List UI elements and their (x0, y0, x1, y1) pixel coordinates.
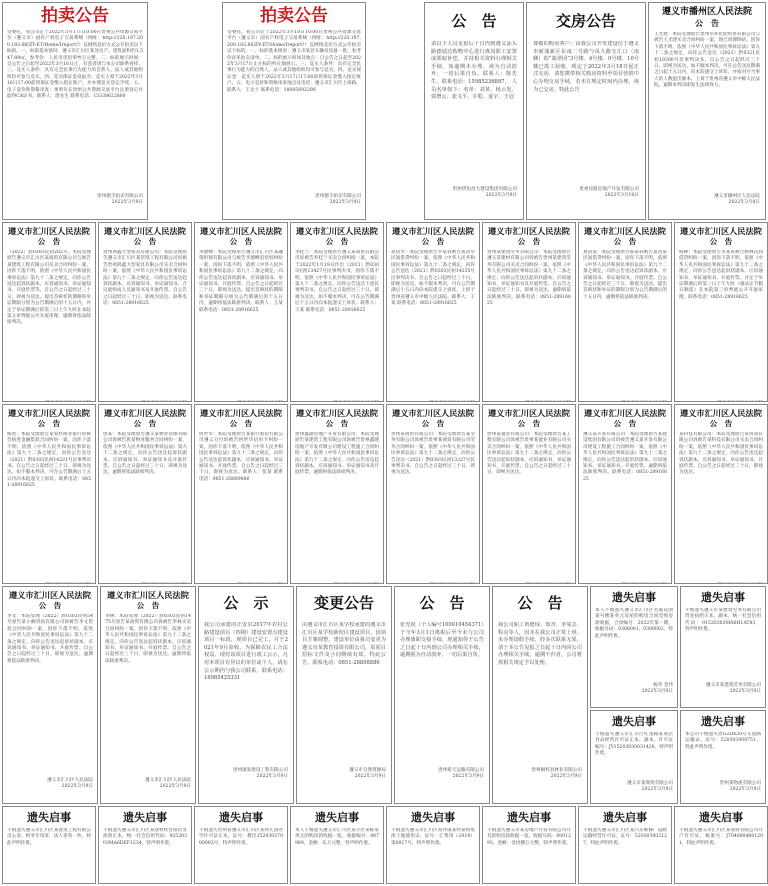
notice-body: 我公司职工黄德琼、郑青、李曼芸、程亮等人，因未在我公司正常上班，未办理请假手续，经多次联系无果，请于本公告见报之日起十日内回公司办理相关手续，逾期不归者，公司将按相关规定予以处理。 (498, 622, 582, 666)
notice-body: 本人不慎遗失遵义市汇川区名都花园某号楼某单元房屋的购房合同及购房款收据，合同编号：2022年第一期，收据号码：0308001、0308002，特此声明作废。 (595, 608, 673, 639)
notice-title: 公 告 (421, 419, 445, 428)
housing-delivery-notice (526, 2, 646, 220)
notice-signature (391, 401, 475, 402)
lost-notice (98, 806, 192, 884)
court-name: 遵义市汇川区人民法院 (104, 226, 186, 236)
notice-a (394, 586, 490, 804)
notice-title: 公 告 (136, 601, 160, 610)
notice-body: 不慎遗失遵义市某建筑劳务有限公司营业执照正本、副本，统一社会信用代码：91520303MA6H1AT83，特声明作废。 (685, 608, 761, 633)
notice-b (492, 586, 588, 804)
notice-body: 王光建：本院受理原告贵州华祥化肥贸易有限公司与被告王光建买卖合同纠纷一案，现已审理终结。因你下落不明，依照《中华人民共和国民事诉讼法》第九十二条之规定，向你公告送达（2021）黔0321民初10390号民事判决书。自公告之日起经过三十日，即视为送达。如不服本判决，可在公告送达期满之日起十五日内，向本院递交上诉状，并按对方当事人的人数提出副本，上诉于贵州省遵义市中级人民法院。逾期本判决即发生法律效力。 (654, 32, 760, 89)
court-notice (2, 222, 96, 402)
court-notice (194, 222, 288, 402)
notice-title: 交房公告 (555, 12, 616, 30)
notice-title: 公 告 (613, 237, 637, 246)
lost-notice (386, 806, 480, 884)
notice-signature: 贵州希天运输有限公司 2022年3月9日 (438, 768, 484, 780)
court-name: 遵义市汇川区人民法院 (680, 226, 762, 236)
notice-signature: 遵义市汇川区人民法院 2022年3月9日 (47, 778, 93, 790)
notice-title: 公 告 (419, 594, 465, 612)
court-name: 遵义市汇川区人民法院 (488, 408, 570, 418)
notice-signature (7, 583, 91, 584)
notice-title: 公 告 (229, 237, 253, 246)
court-name: 遵义市汇川区人民法院 (9, 590, 91, 600)
notice-signature: 贵州贵恒昌大建设集团有限公司 2022年3月9日 (452, 187, 517, 199)
notice-body: 李文：本院受理（2022）黔0303民初54号原告某小额贷款有限公司诉被告李文借款合同纠纷一案，因你下落不明，依照《中华人民共和国民事诉讼法》第九十二条之规定，向你公告送达起诉状副本、应诉通知书、举证通知书、开庭传票。自公告之日起经过三十日，即视为送达。逾期将依法缺席判决。 (7, 614, 93, 664)
notice-title: 公 告 (517, 594, 563, 612)
court-name: 遵义市汇川区人民法院 (200, 408, 282, 418)
court-notice (2, 404, 96, 584)
notice-title: 公 告 (517, 419, 541, 428)
notice-signature (103, 401, 187, 402)
notice-body: 某科技有限公司：本院受理原告某贸易有限公司诉被告某科技有限公司买卖合同纠纷一案，依照《中华人民共和国民事诉讼法》第九十二条之规定，向你公告送达起诉状副本、应诉通知书、举证通知书、开庭传票。自公告之日起经过三十日，即视为送达。 (679, 432, 763, 476)
lost-notice (290, 806, 384, 884)
notice-title: 遗失启事 (612, 591, 656, 604)
notice-title: 遗失启事 (701, 591, 745, 604)
notice-title: 公 告 (38, 601, 62, 610)
court-notice (290, 222, 384, 402)
lost-notice (674, 806, 768, 884)
court-notice-row4-1 (2, 586, 98, 804)
public-announcement (198, 586, 294, 804)
court-name: 遵义市汇川区人民法院 (8, 408, 90, 418)
notice-signature: 贵州某物流有限公司 2022年3月9日 (719, 781, 761, 793)
notice-title: 遗失启事 (123, 811, 167, 824)
notice-body: 李德峰：本院受理原告遵义市汇川区某融资担保有限公司与被告李德峰追偿权纠纷一案，因你下落不明，依照《中华人民共和国民事诉讼法》第九十二条之规定，向你公告送达起诉状副本、应诉通知书、举证通知书、开庭传票。自公告之日起经过三十日，即视为送达。提出答辩状的期限和举证期限分别为公告期满后的十五日内，逾期将依法缺席判决。联系人：王某 联系电话：0851-28916625 (199, 250, 283, 313)
court-notice (194, 404, 288, 584)
court-name: 遵义市汇川区人民法院 (8, 226, 90, 236)
court-name: 遵义市汇川区人民法院 (107, 590, 189, 600)
notice-title: 公 告 (133, 237, 157, 246)
notice-title: 公 告 (613, 419, 637, 428)
column-gap (368, 2, 422, 220)
notice-body: 贵州鑫隆房地产开发有限公司：本院受理原告某建筑工程有限公司诉被告贵州鑫隆房地产开发有限公司建设工程施工合同纠纷一案，依照《中华人民共和国民事诉讼法》第九十二条之规定，向你公告送达起诉状副本、应诉通知书、举证通知书及开庭传票，逾期将依法缺席判决。 (295, 432, 379, 476)
notice-body: 杨进：本院受理原告某农村商业银行诉被告杨进金融借款合同纠纷一案，因你下落不明，依照《中华人民共和国民事诉讼法》第九十二条之规定，向你公告送达（2021）黔0303民初14221号民事判决书。自公告之日起经过三十日，即视为送达。如不服本判决，可在公告期满后十五日内向本院递交上诉状。联系电话：0851-28916625 (7, 432, 91, 489)
court-name: 遵义市汇川区人民法院 (392, 226, 474, 236)
notice-signature: 遵义市播州区人民法院 2022年3月8日 (714, 194, 760, 206)
notice-body: 不慎遗失贵州省遵义市汇川区某幼儿园办学许可证正本，证号：教民15203037000003号，特声明作废。 (199, 828, 283, 846)
notice-signature (583, 583, 667, 584)
notice-title: 遗失启事 (27, 811, 71, 824)
notice-body: 本公司不慎遗失贵G2DX20号车道路运输证，证号：520303008751，特此声明作废。 (685, 732, 761, 750)
notice-title: 公 示 (223, 594, 269, 612)
notice-body: 不慎遗失遵义市汇川区某建筑工程有限公司公章、财务专用章、法人章各一枚，特此声明作废。 (7, 828, 91, 846)
notice-body: 本人不慎遗失遵义市汇川区某小区某栋某单元的购房款收据一张，收据编号：907989，金额：伍万元整，特声明作废。 (295, 828, 379, 846)
court-notice (674, 404, 768, 584)
notice-signature: 遵义市自然资源局 2022年3月9日 (349, 768, 386, 780)
lost-notice (578, 806, 672, 884)
notice-signature (679, 583, 763, 584)
notice-title: 公 告 (709, 419, 733, 428)
notice-signature: 贵州德丰拍卖有限公司 2022年3月9日 (97, 194, 143, 206)
notice-signature (103, 583, 187, 584)
court-name: 遵义市汇川区人民法院 (488, 226, 570, 236)
notice-body: 由遵义市汇川区某学校承建的遵义市汇川区某学校新校区建设项目，因项目方案调整，建设单位由我司变更为遵义市某教育投资有限公司，原项目招标文件及合同继续有效。特此公告。联系电话：0851-28898886 (302, 622, 386, 666)
notice-title: 遗失启事 (603, 811, 647, 824)
court-notice (98, 404, 192, 584)
notice-title: 遗失启事 (219, 811, 263, 824)
notice-title: 变更公告 (313, 594, 374, 612)
notice-signature (679, 401, 763, 402)
court-name: 遵义市播州区人民法院 (661, 7, 752, 17)
notice-body: 不慎遗失遵义市汇川区红星路某商店食品经营许可证正本、副本，许可证编号：JY15203030031428，特声明作废。 (595, 732, 673, 757)
notice-signature (7, 401, 91, 402)
notice-body: 蒋清华：本院受理原告罗某诉被告蒋清华民间借贷纠纷一案，依照《中华人民共和国民事诉讼法》第九十二条之规定，向你公告送达（2021）黔0303民初14235号民事判决书。自公告之日起经过三十日，即视为送达。如不服本判决，可在公告期满后十五日内向本院递交上诉状，上诉于贵州省遵义市中级人民法院。联系人：王某 联系电话：0851-28916625 (391, 250, 475, 307)
notice-signature (295, 583, 379, 584)
court-notice (98, 222, 192, 402)
notice-body: 请以下人员见报后十日内到遵义汕头路德瑞达购物中心进行离岗职工安置或领取补偿，并持相关资料办理相关手续。如逾期未办理，视为自动放弃，一切后果自负。联系人：陈先生，联系电话：15985236897。 人员名单如下：名单：刘某、杨云发、郭增云、张文平、许乾、夏宇、王冠 (431, 41, 517, 101)
notice-title: 遗失启事 (701, 715, 745, 728)
notice-signature: 贵州德丰拍卖有限公司 2022年3月9日 (315, 194, 361, 206)
notice-title: 公 告 (325, 419, 349, 428)
court-name: 遵义市汇川区人民法院 (584, 408, 666, 418)
notice-title: 公 告 (133, 419, 157, 428)
notice-signature: 遵义市某建筑劳务有限公司 2022年3月9日 (705, 683, 761, 695)
notice-body: 我公司承建的正安县2017年农村公路建设项目（四期）建设安置点建设项目一标段，现项目已完工，并于2021年9月验收。为保障农民工合法权益，现对该项目进行竣工公示，凡对本项目有异议的单位或个人，请在公示期内与我公司联系。联系电话：18985425331 (204, 622, 288, 682)
notice-title: 遗失启事 (411, 811, 455, 824)
notice-title: 公 告 (229, 419, 253, 428)
lost-notice-c (590, 710, 678, 804)
notice-signature (199, 401, 283, 402)
notice-body: 不慎遗失遵义市汇川区高坪镇某村某组集体土地使用证，证号：汇集用（2014）第0017号，特声明作废。 (391, 828, 475, 846)
lost-notice (482, 806, 576, 884)
notice-signature: 遵义市汇川区人民法院 2022年3月9日 (145, 778, 191, 790)
notice-title: 公 告 (709, 237, 733, 246)
notice-body: 不慎遗失遵义市汇川区某建材经营部营业执照正本，统一社会信用代码：92520303MA6DEF1234，特声明作废。 (103, 828, 187, 846)
notice-body: 不慎遗失遵义市汇川区某商贸有限公司开户许可证，核准号：J7040004681201，特此声明作废。 (679, 828, 763, 846)
bozhou-court-notice (648, 2, 766, 220)
notice-signature: 贵州康发建设工程有限公司 2022年3月9日 (232, 768, 288, 780)
notice-signature: 杨华 金伟 2022年3月9日 (641, 683, 673, 695)
resignation-notice (424, 2, 524, 220)
court-notice (674, 222, 768, 402)
notice-body: 受委托，我公司定于2022年3月17日10:00在贵州公共资源交易平台（遵义市）国有产权电子交易系统（网址：http://220.197.200.182:86/ZY-ET/Home/Ireport?）以网络竞价方式公开拍卖以下标的。一、标的基本情况：遵义市汇川区某处房产，建筑面积约1,547.88㎡，参考价：人民币壹佰零叁万元整。二、标的展示时间：自公告之日起至2022年3月16日止，有意者请与本公司联系看样。三、竞买人条件：具有完全民事行为能力的自然人、法人或其他组织均可参与竞买。四、竞买保证金及报名：竞买人须于2022年3月16日17:00前将保证金缴入指定账户，并办理竞买登记手续。五、电子竞价和资格审查：须事先在贵州公共资源交易平台注册登记并取得CA证书。联系人：唐先生 联系电话：15338622860 (7, 30, 143, 100)
notice-body: 唐某：本院受理原告遵义某物业管理有限公司诉被告唐某物业服务合同纠纷一案，依照《中华人民共和国民事诉讼法》第九十二条之规定，向你公告送达起诉状副本、应诉通知书、举证通知书及开庭传票。自公告之日起经过三十日，即视为送达，逾期将依法缺席判决。 (103, 432, 187, 476)
court-notice (386, 404, 480, 584)
lost-notice (194, 806, 288, 884)
notice-body: 李林：本院受理（2022）黔0303民初1475号原告某商贸有限公司诉被告李林买卖合同纠纷一案，因你下落不明，依照《中华人民共和国民事诉讼法》第九十二条之规定，向你公告送达起诉状副本、应诉通知书、举证通知书、开庭传票。自公告之日起经过三十日，即视为送达。逾期将依法缺席判决。 (105, 614, 191, 664)
lost-notice-b (680, 586, 766, 708)
notice-body: 贵州鸿鑫大型家具有限公司：本院受理原告遵义市汇川区某装饰工程有限公司诉被告贵州鸿鑫大型家具有限公司买卖合同纠纷一案，依照《中华人民共和国民事诉讼法》第九十二条之规定，向你公告送达起诉状副本、应诉通知书、举证通知书、合议庭组成人员通知书及开庭传票。自公告之日起经过三十日，即视为送达。联系电话：0851-28916625 (103, 250, 187, 307)
notice-body: 杨林：本院受理原告李某诉被告杨林民间借贷纠纷一案，因你下落不明，依照《中华人民共和国民事诉讼法》第九十二条之规定，向你公告送达起诉状副本、应诉通知书、举证通知书、开庭传票。并定于举证期满后的第三日上午九时（遇法定节假日顺延）在本院第三审判庭公开开庭审理。联系电话：0851-28916625 (679, 250, 763, 300)
notice-signature (487, 401, 571, 402)
court-name: 遵义市汇川区人民法院 (680, 408, 762, 418)
court-notice (482, 222, 576, 402)
notice-signature (199, 583, 283, 584)
lost-notice-d (680, 710, 766, 804)
court-name: 遵义市汇川区人民法院 (200, 226, 282, 236)
auction-notice-1 (2, 2, 148, 220)
notice-body: 张光权（个人编号100010454371）于今年3月1日离职后至今未与公司办理离职交接手续，现通知你于公告之日起十日内到公司办理相关手续，逾期视为自动放弃，一切后果自负。 (400, 622, 484, 659)
notice-title: 公 告 (695, 18, 719, 28)
court-name: 遵义市汇川区人民法院 (296, 226, 378, 236)
court-notice (482, 404, 576, 584)
notice-title: 遗失启事 (507, 811, 551, 824)
court-notice (578, 222, 672, 402)
notice-title: 公 告 (421, 237, 445, 246)
notice-title: 遗失启事 (699, 811, 743, 824)
notice-body: 尊敬的购房客户：由我公司开发建设位于遵义市新蒲新区东南二号路与凤九路交汇口（南侧）的“翡翠园”3号楼、4号楼、9号楼、10号楼已竣工验收，现定于2022年3月18日起正式交房，请您携带相关购房资料至项目营销中心办理交房手续，若未在规定时间内办理，视为已交房。特此公告 (533, 41, 639, 93)
court-name: 遵义市汇川区人民法院 (296, 408, 378, 418)
court-notice (386, 222, 480, 402)
court-name: 遵义市汇川区人民法院 (584, 226, 666, 236)
notice-body: 李桂兰：本院受理原告遵义某商贸有限公司诉被告李桂兰买卖合同纠纷一案，本院于2022年1月18日作出（2021）黔0303民初13427号民事判决书，因你下落不明，依照《中华人民共和国民事诉讼法》第九十二条之规定，向你公告送达上述民事判决书。自公告之日起经过三十日，即视为送达。如不服本判决，可在公告期满后十五日内向本院递交上诉状。联系人：王某 联系电话：0851-28916625 (295, 250, 379, 313)
notice-body: 贵州某置业有限公司：本院受理原告某工程有限公司诉被告贵州某置业有限公司买卖合同纠纷一案，依照《中华人民共和国民事诉讼法》第九十二条之规定，向你公告送达起诉状副本、应诉通知书、举证通知书、开庭传票。自公告之日起经过三十日，即视为送达。 (487, 432, 571, 476)
court-name: 遵义市汇川区人民法院 (392, 408, 474, 418)
column-gap (150, 2, 220, 220)
notice-title: 遗失启事 (612, 715, 656, 728)
notice-title: 公 告 (517, 237, 541, 246)
notice-body: 受委托，我公司定于2022年3月18日10:00在贵州公共资源交易平台（遵义市）国有产权电子交易系统（网址：http://220.197.200.182:86/ZY-ET/Home/Ireport?）以网络竞价方式公开拍卖以下标的。一、标的基本情况：遵义市某处车辆及设备一批，参考价详见拍卖清单。二、标的展示时间及地点：自公告之日起至2022年3月17日止在标的所在地展示。三、竞买人条件：具有完全民事行为能力的自然人、法人或其他组织均可参与竞买。四、竞买保证金：竞买人须于2022年3月17日17:00前将保证金缴入指定账户。五、电子竞价和资格审查地点及电话：遵义市汇川区上海路。联系人：王女士 联系电话：18985692298 (227, 30, 361, 93)
lost-notice (2, 806, 96, 884)
notice-title: 拍卖公告 (260, 6, 328, 26)
notice-title: 公 告 (37, 419, 61, 428)
notice-signature: 遵义市某商贸有限公司 2022年3月9日 (627, 781, 673, 793)
court-name: 遵义市汇川区人民法院 (104, 408, 186, 418)
notice-body: 易清泉：本院受理原告蔡某诉被告易清泉民间借贷纠纷一案，因你下落不明，依照《中华人民共和国民事诉讼法》第九十二条之规定，向你公告送达起诉状副本、应诉通知书、举证通知书、开庭传票。自公告之日起经过三十日，即视为送达。提出答辩状和举证的期限分别为公告期满后的十五日内，逾期将依法缺席判决。 (583, 250, 667, 300)
notice-body: 何世华：本院受理原告某银行股份有限公司遵义分行诉被告何世华信用卡纠纷一案，因你下落不明，依照《中华人民共和国民事诉讼法》第九十二条之规定，向你公告送达起诉状副本、应诉通知书、举证通知书、开庭传票。自公告之日起经过三十日，即视为送达。联系人：张某 联系电话：0851-28889086 (199, 432, 283, 482)
notice-body: （2022）黔0303民初282号。本院受理原告遵义市汇川区某商贸有限公司与被告某建筑工程有限公司买卖合同纠纷一案，因你下落不明，依照《中华人民共和国民事诉讼法》第九十二条之规定，向你公告送达起诉状副本、应诉通知书、举证通知书、开庭传票等。自公告之日起经过三十日，即视为送达。提出答辩状的期限和举证期限分别为公告期满后的十五日内，并定于举证期满后的第三日上午九时在本院第五审判庭公开开庭审理，逾期将依法缺席判决。 (7, 250, 91, 326)
auction-notice-2 (222, 2, 366, 220)
notice-signature (391, 583, 475, 584)
court-notice (578, 404, 672, 584)
notice-signature (583, 401, 667, 402)
notice-body: 遵义某开发有限公司：本院受理原告某建设集团有限公司诉被告遵义某开发有限公司建设工程施工合同纠纷一案，依照《中华人民共和国民事诉讼法》第九十二条之规定，向你公告送达起诉状副本、应诉通知书、举证通知书、开庭传票，逾期将依法缺席判决。联系电话：0851-28916625 (583, 432, 667, 482)
notice-title: 拍卖公告 (41, 6, 109, 26)
notice-body: 不慎遗失遵义市汇川区某汽车维修厂道路运输经营许可证，证号：520303002127，特此声明作废。 (583, 828, 667, 846)
notice-title: 遗失启事 (315, 811, 359, 824)
notice-title: 公 告 (37, 237, 61, 246)
notice-body: 贵州某建筑劳务有限公司：本院受理原告遵义某建材有限公司诉被告贵州某建筑劳务有限公司买卖合同纠纷一案，依照《中华人民共和国民事诉讼法》第九十二条之规定，向你公告送达起诉状副本、应诉通知书、举证通知书及开庭传票。自公告之日起经过三十日，即视为送达，逾期将依法缺席判决。联系电话：0851-28916625 (487, 250, 571, 307)
notice-signature (295, 401, 379, 402)
notice-signature (487, 583, 571, 584)
notice-signature: 贵州昆鼎房地产开发有限公司 2022年3月10日 (579, 187, 639, 199)
change-announcement (296, 586, 392, 804)
notice-title: 公 告 (451, 12, 497, 30)
lost-notice-a (590, 586, 678, 708)
notice-body: 贵州某商贸有限公司：本院受理原告某劳务有限公司诉被告贵州某商贸有限公司劳务合同纠纷一案，依照《中华人民共和国民事诉讼法》第九十二条之规定，向你公告送达（2021）黔0303民初13327号民事判决书。自公告之日起经过三十日，即视为送达。 (391, 432, 475, 476)
court-notice (290, 404, 384, 584)
notice-signature: 贵州桐梓县林业有限公司 2022年3月9日 (531, 768, 582, 780)
notice-title: 公 告 (325, 237, 349, 246)
notice-body: 不慎遗失遵义市某房地产开发有限公司开具的购房款收据一张，收据号码：0001293，金额：壹拾捌万元整，特声明作废。 (487, 828, 571, 846)
court-notice-row4-2 (100, 586, 196, 804)
